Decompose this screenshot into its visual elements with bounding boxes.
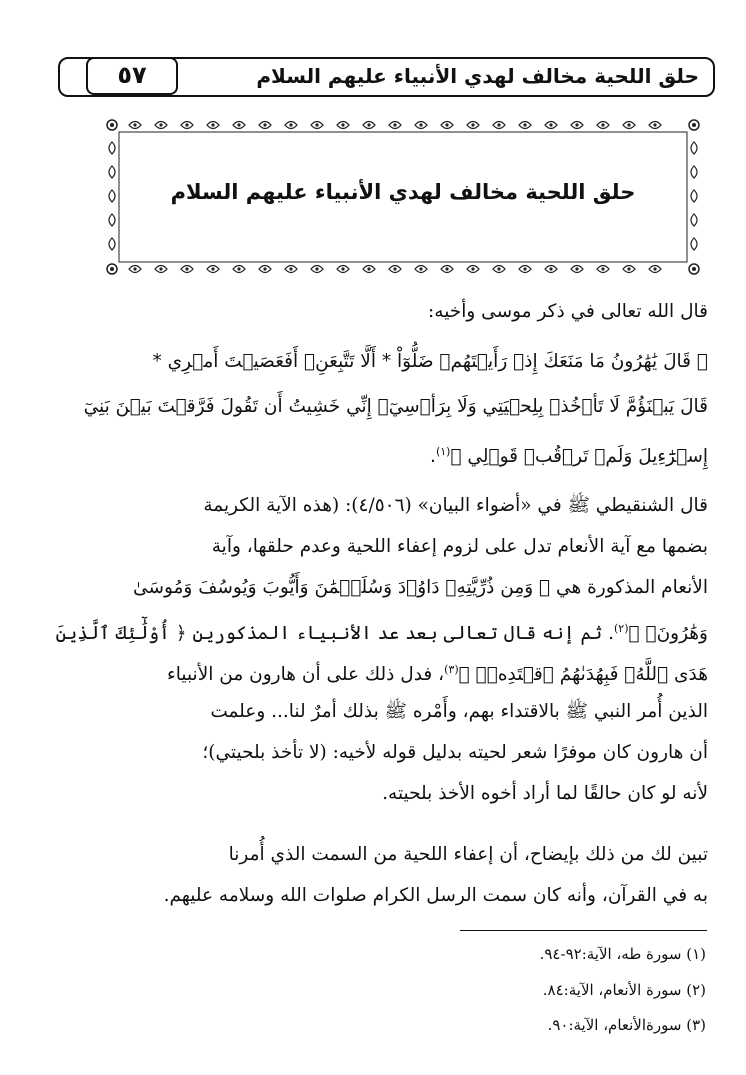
footnote-1: (١) سورة طه، الآية:٩٢-٩٤. (539, 945, 706, 963)
verse-text: إِسۡرَٰٓءِيلَ وَلَمۡ تَرۡقُبۡ قَوۡلِي ﴾ (450, 446, 708, 468)
body-line-5 (78, 650, 708, 694)
chapter-title: حلق اللحية مخالف لهدي الأنبياء عليهم السلام (170, 180, 636, 204)
chapter-title-frame (105, 118, 701, 276)
intro-line (78, 292, 708, 331)
footnote-ref-3: (٣) (444, 663, 459, 676)
footnote-2: (٢) سورة الأنعام، الآية:٨٤. (542, 981, 706, 999)
body-line-3: الأنعام المذكورة هي ﴿ وَمِن ذُرِّيَّتِهِۦ دَاوُۥدَ وَسُلَيۡمَٰنَ وَأَيُّوبَ وَيُوسُفَ وَمُوسَىٰ (133, 577, 708, 598)
footnote-ref-2: (٢) (613, 622, 629, 635)
conclusion-line-1: تبين لك من ذلك بإيضاح، أن إعفاء اللحية من السمت الذي أُمرنا (228, 844, 708, 865)
running-header-title: حلق اللحية مخالف لهدي الأنبياء عليهم السلام (256, 64, 699, 88)
verse-line-1: ﴿ قَالَ يَٰهَٰرُونُ مَا مَنَعَكَ إِذۡ رَأَيۡتَهُمۡ ضَلُّوٓاْ * أَلَّا تَتَّبِعَنِۖ أَفَعَصَيۡتَ أَمۡرِي * (152, 351, 708, 372)
body-line-4-rest: . ثم إنه قال تعالى بعد عد الأنبياء المذكورين ﴿ أُوْلَٰٓئِكَ ٱلَّذِينَ (55, 623, 614, 645)
body-line-1: قال الشنقيطي ﷺ في «أضواء البيان» (٤/٥٠٦): (هذه الآية الكريمة (203, 495, 708, 516)
body-line-6: الذين أُمر النبي ﷺ بالاقتداء بهم، وأَمْره ﷺ بذلك أمرٌ لنا... وعلمت (210, 701, 708, 722)
intro-text: قال الله تعالى في ذكر موسى وأخيه: (428, 301, 708, 322)
verse-line-3 (78, 432, 708, 476)
running-header (58, 57, 715, 97)
verse-end: . (430, 446, 436, 468)
body-line-7: أن هارون كان موفرًا شعر لحيته بدليل قوله لأخيه: (لا تأخذ بلحيتي)؛ (202, 742, 708, 763)
verse-inline-2: هَدَى ٱللَّهُۖ فَبِهُدَىٰهُمُ ٱقۡتَدِهۡۗ ﴾ (458, 664, 708, 686)
verse-inline-1: وَهَٰرُونَۚ ﴾ (628, 623, 708, 645)
page-number: ٥٧ (86, 57, 178, 95)
footnote-3: (٣) سورةالأنعام، الآية:٩٠. (547, 1016, 706, 1034)
verse-line-2: قَالَ يَبۡنَؤُمَّ لَا تَأۡخُذۡ بِلِحۡيَتِي وَلَا بِرَأۡسِيٓۖ إِنِّي خَشِيتُ أَن تَقُولَ فَرَّقۡتَ بَيۡنَ بَنِيٓ (83, 396, 708, 417)
body-line-5-rest: ، فدل ذلك على أن هارون من الأنبياء (167, 664, 445, 686)
footnote-ref-1: (١) (435, 445, 451, 458)
body-line-2: بضمها مع آية الأنعام تدل على لزوم إعفاء اللحية وعدم حلقها، وآية (211, 536, 708, 557)
conclusion-line-2: به في القرآن، وأنه كان سمت الرسل الكرام صلوات الله وسلامه عليهم. (163, 885, 708, 906)
body-line-8: لأنه لو كان حالقًا لما أراد أخوه الأخذ بلحيته. (382, 783, 708, 804)
footnote-separator (460, 930, 707, 931)
body-line-4 (55, 609, 708, 653)
